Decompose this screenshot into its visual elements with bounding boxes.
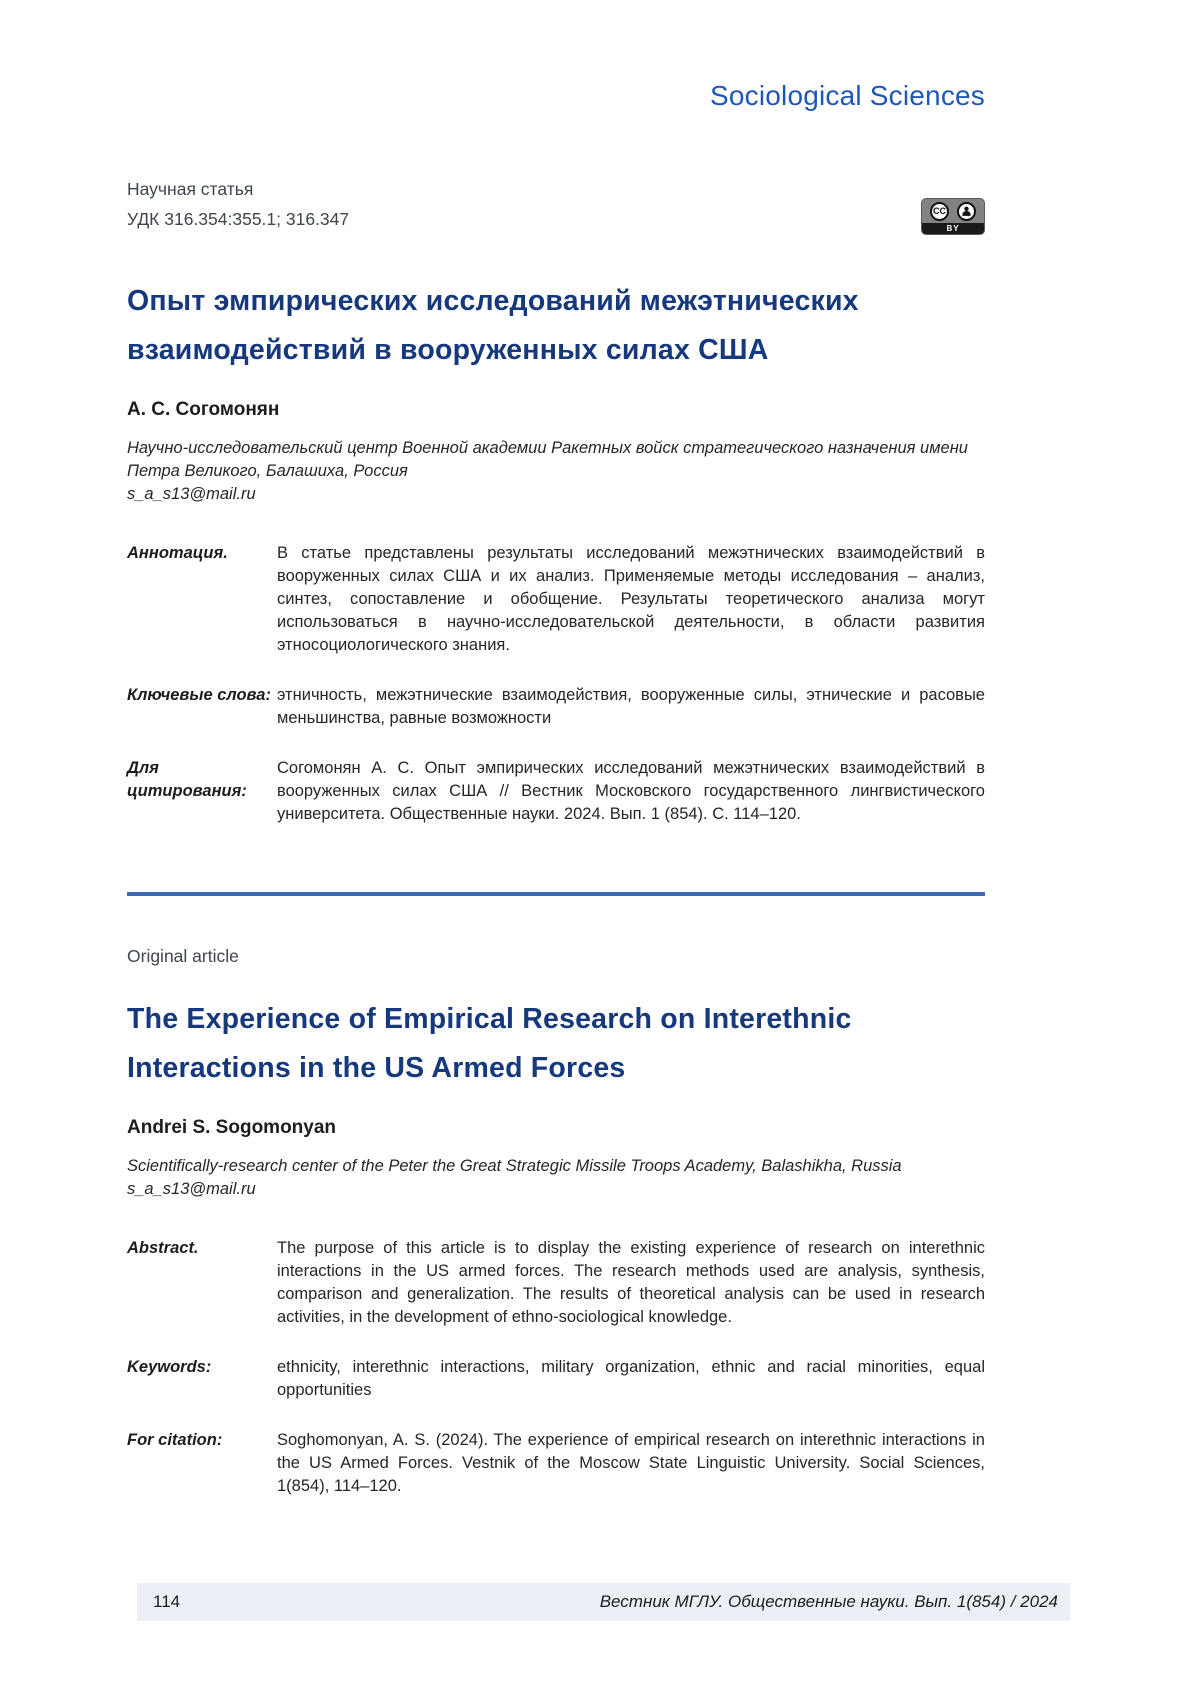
journal-section-title: Sociological Sciences <box>709 80 985 111</box>
article-type-en: Original article <box>127 946 239 966</box>
cc-by-label: BY <box>922 223 984 234</box>
abstract-text-en: The purpose of this article is to display the existing experience of research on interethnic interactions in the US armed forces. The research methods used are analysis, synthesis, comparison and generalization. The results of theoretical analysis can be used in research activities, in the development of ethno-sociological knowledge. <box>277 1239 985 1326</box>
article-type-ru: Научная статья <box>127 179 254 199</box>
cc-icon: CC <box>930 202 949 221</box>
article-title-en: The Experience of Empirical Research on Interethnic Interactions in the US Armed Forces <box>127 1003 852 1084</box>
article-meta <box>127 174 349 234</box>
author-email-ru: s_a_s13@mail.ru <box>127 485 256 503</box>
abstract-label-ru: Аннотация. <box>127 544 228 562</box>
section-divider-rule <box>127 892 985 896</box>
page-content <box>127 0 985 1498</box>
citation-label-ru: Для цитирования: <box>127 759 247 800</box>
page-footer <box>137 1583 1070 1621</box>
citation-block-en <box>127 1429 985 1498</box>
keywords-label-en: Keywords: <box>127 1358 212 1376</box>
keywords-block-en <box>127 1356 985 1402</box>
citation-label-en: For citation: <box>127 1431 223 1449</box>
article-title-ru: Опыт эмпирических исследований межэтнических взаимодействий в вооруженных силах США <box>127 285 859 366</box>
abstract-text-ru: В статье представлены результаты исследований межэтнических взаимодействий в вооруженных силах США и их анализ. Применяемые методы исследования – анализ, синтез, сопоставление и обобщение. Результаты теоретического анализа могут использоваться в научно-исследовательской деятельности, в области развития этносоциологического знания. <box>277 544 985 654</box>
citation-text-ru: Согомонян А. С. Опыт эмпирических исследований межэтнических взаимодействий в вооруженных силах США // Вестник Московского государственного лингвистического университета. Общественные науки. 2024. Вып. 1 (854). С. 114–120. <box>277 759 985 823</box>
page-number: 114 <box>153 1592 181 1611</box>
keywords-text-en: ethnicity, interethnic interactions, military organization, ethnic and racial minorities, equal opportunities <box>277 1358 985 1399</box>
cc-by-license-badge <box>921 198 985 235</box>
keywords-block-ru <box>127 684 985 730</box>
author-email-en: s_a_s13@mail.ru <box>127 1180 256 1198</box>
affiliation-en: Scientifically-research center of the Peter the Great Strategic Missile Troops Academy, Balashikha, Russia <box>127 1157 902 1175</box>
footer-journal-title: Вестник МГЛУ. Общественные науки. Вып. 1(854) / 2024 <box>599 1592 1058 1611</box>
keywords-label-ru: Ключевые слова: <box>127 686 271 704</box>
abstract-block-ru <box>127 542 985 657</box>
citation-text-en: Soghomonyan, A. S. (2024). The experience of empirical research on interethnic interactions in the US Armed Forces. Vestnik of the Moscow State Linguistic University. Social Sciences, 1(854), 114–120. <box>277 1431 985 1495</box>
author-name-ru: А. С. Согомонян <box>127 399 280 420</box>
cc-badge-icons <box>922 199 984 223</box>
udk-code: УДК 316.354:355.1; 316.347 <box>127 209 350 229</box>
author-name-en: Andrei S. Sogomonyan <box>127 1117 337 1138</box>
article-meta-row <box>127 174 985 235</box>
keywords-text-ru: этничность, межэтнические взаимодействия, вооруженные силы, этнические и расовые меньшинства, равные возможности <box>277 686 985 727</box>
person-icon <box>957 202 976 221</box>
abstract-label-en: Abstract. <box>127 1239 199 1257</box>
abstract-block-en <box>127 1237 985 1329</box>
citation-block-ru <box>127 757 985 826</box>
affiliation-ru: Научно-исследовательский центр Военной академии Ракетных войск стратегического назначения имени Петра Великого, Балашиха, Россия <box>127 439 968 480</box>
